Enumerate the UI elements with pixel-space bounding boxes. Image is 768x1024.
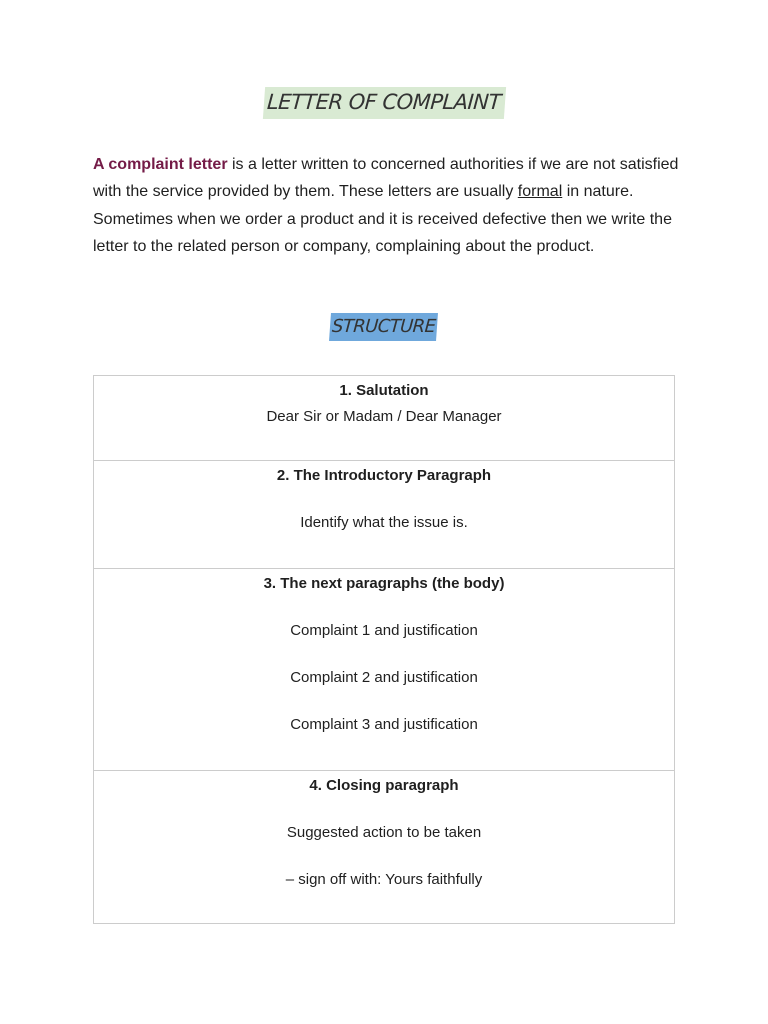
structure-cell-introduction — [94, 461, 675, 569]
section-line: Complaint 2 and justification — [290, 669, 478, 686]
section-heading: 2. The Introductory Paragraph — [276, 467, 492, 484]
section-line: Identify what the issue is. — [300, 514, 468, 531]
intro-paragraph — [93, 151, 683, 260]
intro-lead-term: A complaint letter — [93, 156, 228, 173]
structure-table — [93, 375, 675, 924]
structure-subtitle: STRUCTURE — [329, 313, 438, 341]
title-wrapper — [0, 87, 768, 119]
table-row — [94, 376, 675, 461]
intro-text-part-2: in nature. Sometimes when we order a product and it is received defective then we write the letter to the related person or company, complaining about the product. — [93, 183, 672, 255]
section-line: – sign off with: Yours faithfully — [285, 871, 483, 888]
section-heading: 3. The next paragraphs (the body) — [263, 575, 505, 592]
table-row — [94, 569, 675, 771]
intro-underlined-word: formal — [517, 183, 563, 201]
table-row — [94, 461, 675, 569]
section-heading: 4. Closing paragraph — [309, 777, 459, 794]
structure-cell-closing — [94, 771, 675, 924]
section-heading: 1. Salutation — [339, 382, 429, 399]
structure-cell-body — [94, 569, 675, 771]
intro-text-part-1: is a letter written to concerned authorities if we are not satisfied with the service provided by them. These letters are usually — [93, 156, 679, 201]
section-line: Dear Sir or Madam / Dear Manager — [266, 408, 502, 425]
document-title: LETTER OF COMPLAINT — [263, 87, 506, 119]
structure-cell-salutation — [94, 376, 675, 461]
section-line: Complaint 3 and justification — [290, 716, 478, 733]
section-line: Complaint 1 and justification — [290, 622, 478, 639]
subtitle-wrapper — [0, 313, 768, 341]
table-row — [94, 771, 675, 924]
section-line: Suggested action to be taken — [286, 824, 482, 841]
